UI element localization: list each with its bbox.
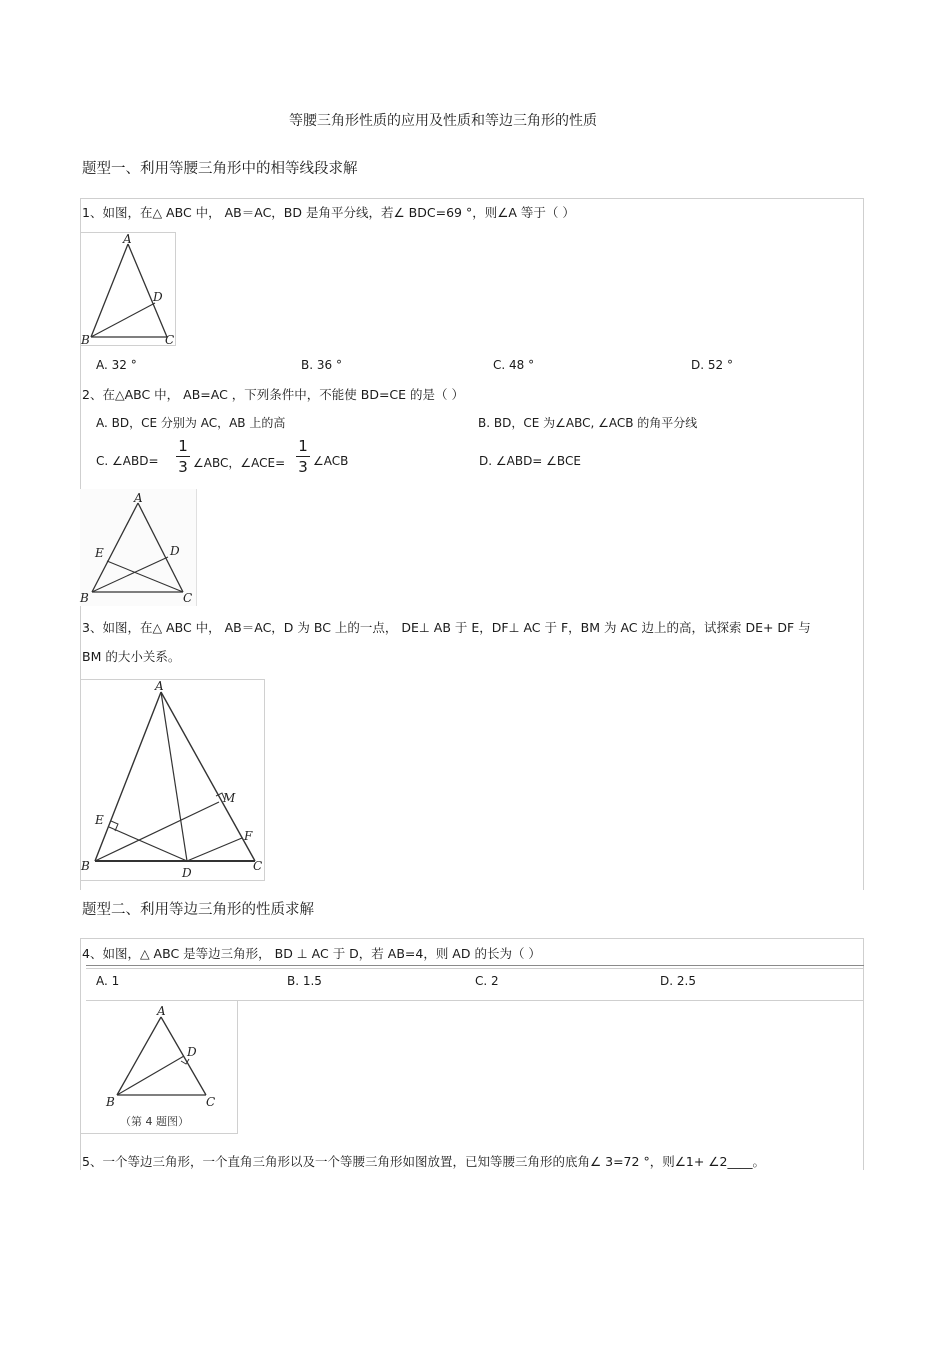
fraction-numerator: 1 bbox=[298, 437, 308, 455]
q1-label-b: B bbox=[81, 333, 90, 347]
q2-option-c-suffix: ∠ACB bbox=[313, 454, 349, 468]
q5-text: 5、一个等边三角形，一个直角三角形以及一个等腰三角形如图放置，已知等腰三角形的底角∠ 3=72 °，则∠1+ ∠2____。 bbox=[82, 1154, 765, 1169]
q4-options-top-rule-2 bbox=[86, 968, 864, 969]
q4-figure bbox=[80, 1001, 238, 1134]
section-heading-1: 题型一、利用等腰三角形中的相等线段求解 bbox=[82, 161, 358, 177]
q1-top-rule bbox=[80, 198, 864, 199]
q1-figure bbox=[80, 232, 176, 346]
q2-option-c-prefix[interactable]: C. ∠ABD= bbox=[96, 454, 159, 468]
q4-option-d[interactable]: D. 2.5 bbox=[660, 974, 696, 988]
q4-options-top-rule bbox=[86, 965, 864, 966]
q2-diagram bbox=[80, 489, 196, 606]
fraction-numerator: 1 bbox=[178, 437, 188, 455]
q1-label-d: D bbox=[153, 290, 163, 304]
q4-5-right-rule bbox=[863, 938, 864, 1170]
q3-figure bbox=[80, 679, 265, 881]
q2-option-a[interactable]: A. BD，CE 分别为 AC，AB 上的高 bbox=[96, 416, 286, 430]
q3-label-a: A bbox=[155, 679, 164, 693]
q3-label-m: M bbox=[223, 791, 236, 805]
q2-figure bbox=[80, 489, 197, 606]
q3-label-d: D bbox=[182, 866, 192, 880]
q1-option-c[interactable]: C. 48 ° bbox=[493, 358, 535, 372]
section-heading-2: 题型二、利用等边三角形的性质求解 bbox=[82, 902, 314, 918]
q2-fraction-1 bbox=[176, 438, 190, 475]
fraction-denominator: 3 bbox=[178, 458, 188, 476]
q1-option-a[interactable]: A. 32 ° bbox=[96, 358, 137, 372]
q3-label-b: B bbox=[81, 859, 90, 873]
q4-text: 4、如图，△ ABC 是等边三角形， BD ⊥ AC 于 D，若 AB=4，则 AD 的长为（ ） bbox=[82, 946, 541, 961]
q3-text-line2: BM 的大小关系。 bbox=[82, 649, 181, 664]
q2-label-b: B bbox=[80, 591, 89, 605]
q3-label-f: F bbox=[244, 829, 253, 843]
q3-label-c: C bbox=[253, 859, 263, 873]
q4-option-b[interactable]: B. 1.5 bbox=[287, 974, 322, 988]
q2-fraction-2 bbox=[296, 438, 310, 475]
q2-label-a: A bbox=[134, 491, 143, 505]
q3-label-e: E bbox=[95, 813, 104, 827]
q4-label-c: C bbox=[206, 1095, 216, 1109]
q1-label-a: A bbox=[123, 232, 132, 246]
q1-diagram bbox=[81, 233, 175, 345]
q2-label-e: E bbox=[95, 546, 104, 560]
q4-label-a: A bbox=[157, 1004, 166, 1018]
q4-label-d: D bbox=[187, 1045, 197, 1059]
q2-option-d[interactable]: D. ∠ABD= ∠BCE bbox=[479, 454, 581, 468]
q2-text: 2、在△ABC 中， AB=AC ，下列条件中，不能使 BD=CE 的是（ ） bbox=[82, 387, 465, 402]
q4-option-a[interactable]: A. 1 bbox=[96, 974, 120, 988]
fraction-denominator: 3 bbox=[298, 458, 308, 476]
q2-option-b[interactable]: B. BD，CE 为∠ABC, ∠ACB 的角平分线 bbox=[478, 416, 698, 430]
q1-option-d[interactable]: D. 52 ° bbox=[691, 358, 733, 372]
q1-label-c: C bbox=[165, 333, 175, 347]
q4-option-c[interactable]: C. 2 bbox=[475, 974, 499, 988]
q1-text: 1、如图，在△ ABC 中， AB＝AC，BD 是角平分线，若∠ BDC=69 °，则∠A 等于（ ） bbox=[82, 205, 575, 220]
q4-figure-caption: （第 4 题图） bbox=[120, 1115, 189, 1128]
q1-option-b[interactable]: B. 36 ° bbox=[301, 358, 342, 372]
q3-diagram bbox=[81, 680, 264, 880]
q4-label-b: B bbox=[106, 1095, 115, 1109]
q2-label-c: C bbox=[183, 591, 193, 605]
q2-option-c-middle: ∠ABC，∠ACE= bbox=[193, 456, 286, 470]
q4-top-rule bbox=[80, 938, 864, 939]
q2-label-d: D bbox=[170, 544, 180, 558]
q3-text-line1: 3、如图，在△ ABC 中， AB＝AC，D 为 BC 上的一点， DE⊥ AB 于 E，DF⊥ AC 于 F，BM 为 AC 边上的高，试探索 DE+ DF 与 bbox=[82, 620, 811, 635]
page-title: 等腰三角形性质的应用及性质和等边三角形的性质 bbox=[289, 113, 597, 129]
q1-3-right-rule bbox=[863, 198, 864, 890]
